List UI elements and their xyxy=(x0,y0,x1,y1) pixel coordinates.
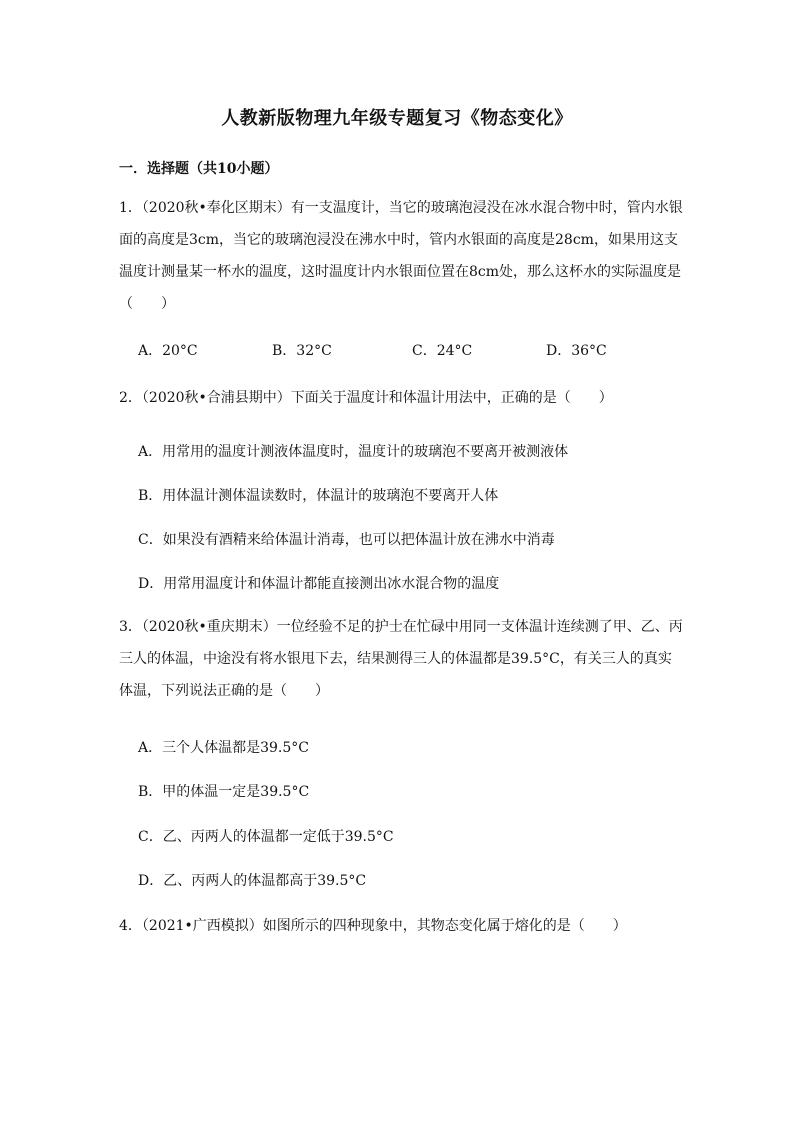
question-1-line-2: 面的高度是3cm，当它的玻璃泡浸没在沸水中时，管内水银面的高度是28cm，如果用这支 xyxy=(119,232,678,248)
question-1 xyxy=(119,192,683,320)
question-1-line-1: 1．（2020秋•奉化区期末）有一支温度计，当它的玻璃泡浸没在冰水混合物中时，管内水银 xyxy=(119,200,683,216)
question-3-option-a: A．三个人体温都是39.5°C xyxy=(138,740,309,756)
question-3-option-b: B．甲的体温一定是39.5°C xyxy=(138,784,310,800)
page-title: 人教新版物理九年级专题复习《物态变化》 xyxy=(221,108,573,129)
question-2-line-1: 2．（2020秋•合浦县期中）下面关于温度计和体温计用法中，正确的是（ ） xyxy=(119,390,613,406)
question-4-line-1: 4．（2021•广西模拟）如图所示的四种现象中，其物态变化属于熔化的是（ ） xyxy=(119,918,627,934)
question-2-option-a: A．用常用的温度计测液体温度时，温度计的玻璃泡不要离开被测液体 xyxy=(138,444,569,460)
question-3-line-1: 3．（2020秋•重庆期末）一位经验不足的护士在忙碌中用同一支体温计连续测了甲、乙、丙 xyxy=(119,619,683,635)
question-1-option-b: B．32°C xyxy=(272,343,332,359)
question-1-option-c: C．24°C xyxy=(412,343,473,359)
question-3 xyxy=(119,611,683,707)
question-1-line-3: 温度计测量某一杯水的温度，这时温度计内水银面位置在8cm处，那么这杯水的实际温度是 xyxy=(119,264,682,280)
question-3-line-2: 三人的体温，中途没有将水银甩下去，结果测得三人的体温都是39.5°C，有关三人的真实 xyxy=(119,651,672,667)
question-2-option-b: B．用体温计测体温读数时，体温计的玻璃泡不要离开人体 xyxy=(138,488,499,504)
question-1-option-d: D．36°C xyxy=(546,343,607,359)
question-3-option-d: D．乙、丙两人的体温都高于39.5°C xyxy=(138,873,367,889)
question-4 xyxy=(119,910,679,942)
question-3-option-c: C．乙、丙两人的体温都一定低于39.5°C xyxy=(138,829,394,845)
section-heading: 一．选择题（共10小题） xyxy=(119,161,279,177)
question-2-option-c: C．如果没有酒精来给体温计消毒，也可以把体温计放在沸水中消毒 xyxy=(138,532,555,548)
question-2 xyxy=(119,382,679,414)
question-2-option-d: D．用常用温度计和体温计都能直接测出冰水混合物的温度 xyxy=(138,576,500,592)
question-1-line-4: （ ） xyxy=(119,296,175,312)
question-1-option-a: A．20°C xyxy=(138,343,198,359)
question-3-line-3: 体温，下列说法正确的是（ ） xyxy=(119,683,329,699)
